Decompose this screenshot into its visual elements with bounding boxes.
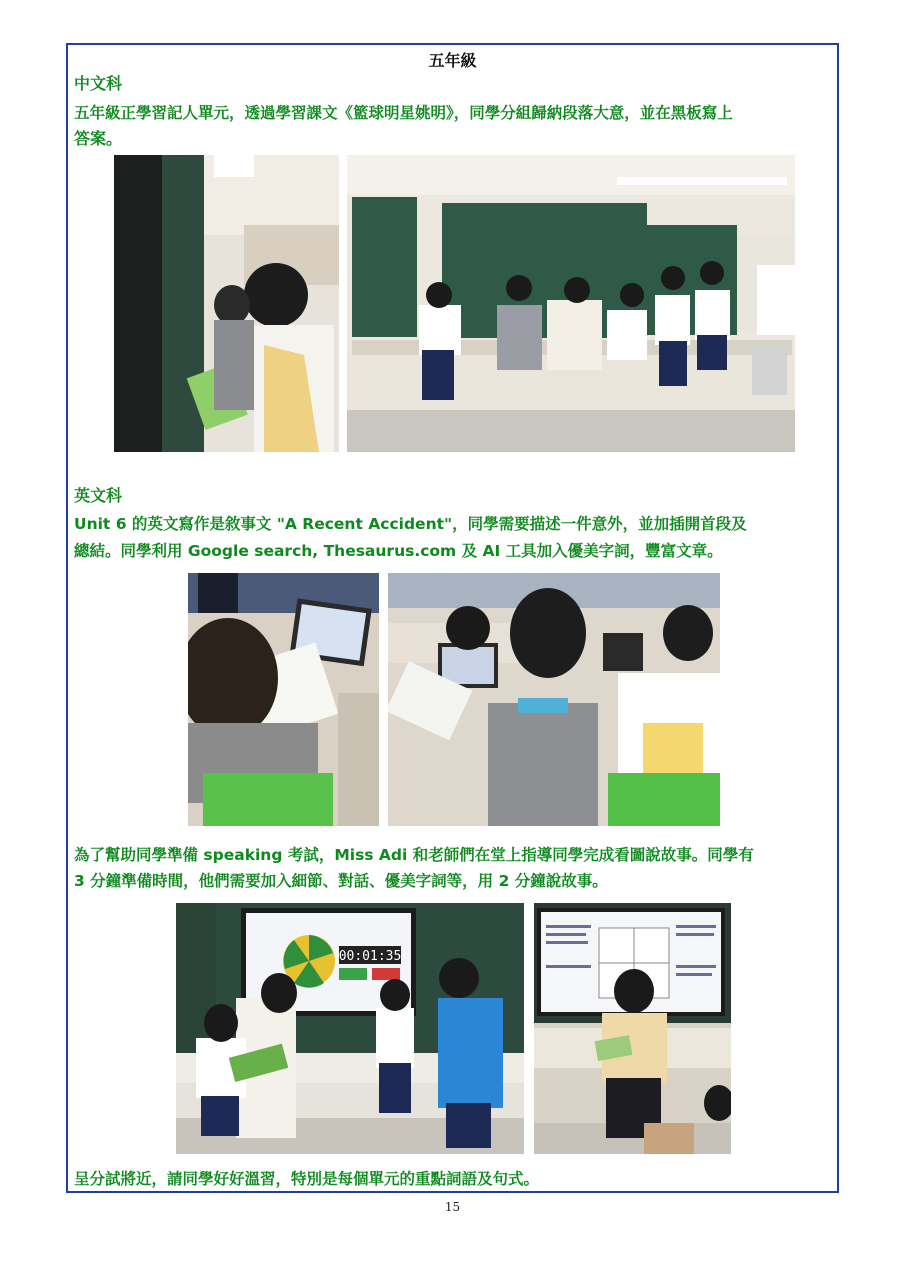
photo-teacher-guiding-students: [176, 903, 524, 1154]
photo-students-reading-worksheets: [388, 573, 720, 826]
english-heading: 英文科: [74, 486, 123, 505]
photo-student-writing-blackboard: [114, 155, 339, 452]
photo-student-with-tablet: [188, 573, 379, 826]
page-number: 15: [444, 1200, 461, 1214]
grade-title: 五年級: [428, 51, 477, 70]
chinese-heading: 中文科: [74, 74, 123, 93]
photo-student-telling-story: [534, 903, 731, 1154]
english-text-line-1: Unit 6 的英文寫作是敘事文 "A Recent Accident"，同學需要描述一件意外，並加插開首段及: [74, 515, 747, 533]
english-text-line-4: 3 分鐘準備時間，他們需要加入細節、對話、優美字詞等，用 2 分鐘說故事。: [74, 872, 608, 890]
timer-display: 00:01:35: [338, 949, 402, 964]
chinese-text-line-2: 答案。: [74, 129, 123, 148]
exam-reminder: 呈分試將近，請同學好好溫習，特別是每個單元的重點詞語及句式。: [74, 1170, 540, 1188]
photo-group-at-blackboard: [347, 155, 795, 452]
chinese-text-line-1: 五年級正學習記人單元，透過學習課文《籃球明星姚明》，同學分組歸納段落大意，並在黑板寫上: [74, 104, 733, 122]
english-text-line-3: 為了幫助同學準備 speaking 考試，Miss Adi 和老師們在堂上指導同學完成看圖說故事。同學有: [74, 846, 754, 864]
english-text-line-2: 總結。同學利用 Google search, Thesaurus.com 及 AI 工具加入優美字詞，豐富文章。: [74, 542, 723, 560]
